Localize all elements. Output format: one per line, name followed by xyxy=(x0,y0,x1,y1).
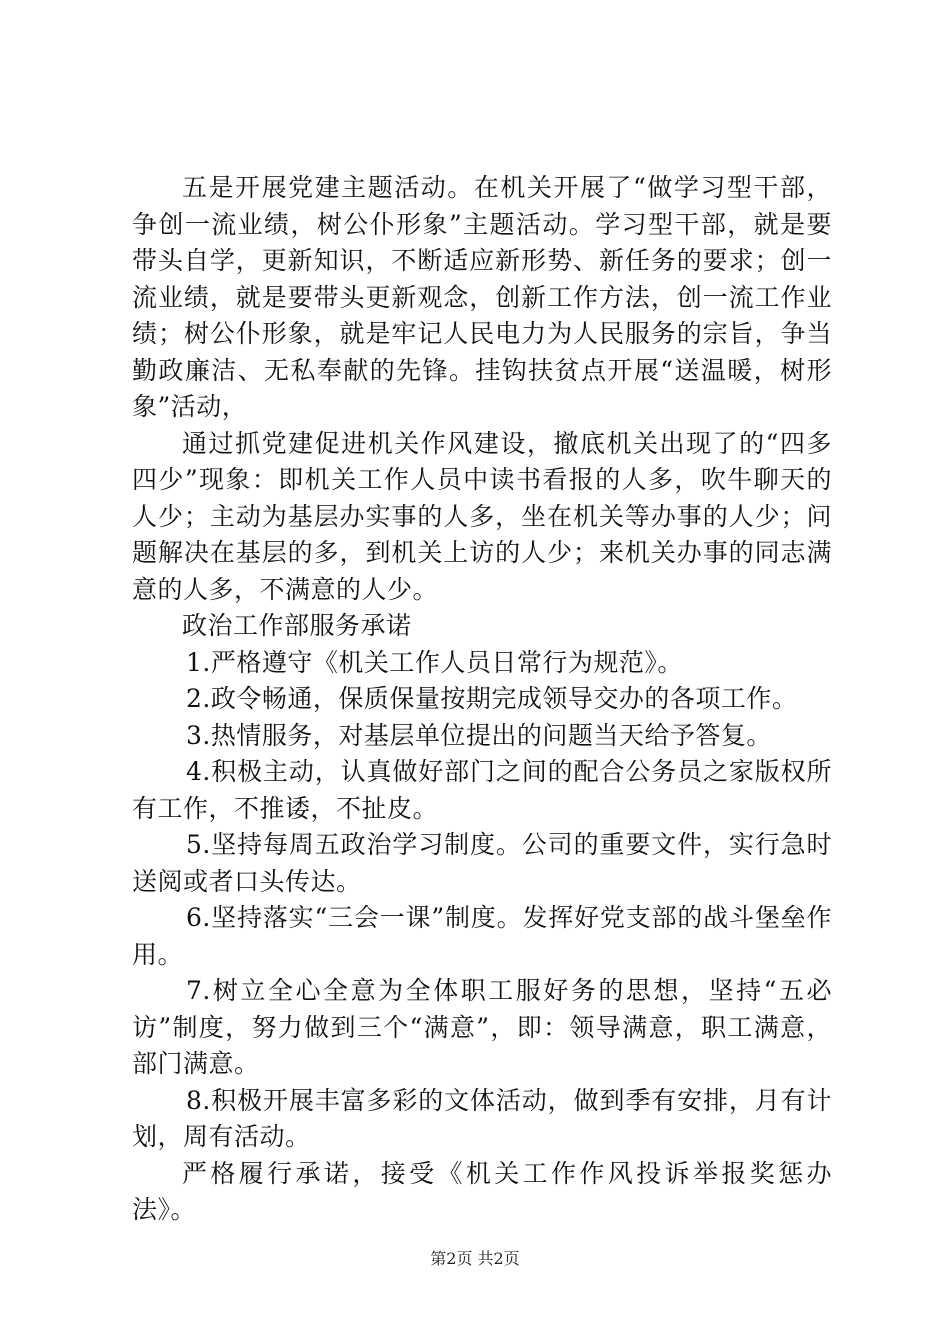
commitment-item-4: 4.积极主动，认真做好部门之间的配合公务员之家版权所有工作，不推诿，不扯皮。 xyxy=(132,757,832,823)
page-number-footer: 第2页 共2页 xyxy=(430,1249,520,1268)
paragraph-work-style: 通过抓党建促进机关作风建设，撤底机关出现了的“四多四少”现象：即机关工作人员中读书看报的人多，吹牛聊天的人少；主动为基层办实事的人多，坐在机关等办事的人少；问题解决在基层的多，到机关上访的人少；来机关办事的同志满意的人多，不满意的人少。 xyxy=(132,428,832,604)
commitment-item-3: 3.热情服务，对基层单位提出的问题当天给予答复。 xyxy=(186,720,772,750)
commitment-item-6: 6.坚持落实“三会一课”制度。发挥好党支部的战斗堡垒作用。 xyxy=(132,903,832,969)
document-body xyxy=(132,170,832,1229)
commitment-item-5: 5.坚持每周五政治学习制度。公司的重要文件，实行急时送阅或者口头传达。 xyxy=(132,830,832,896)
paragraph-party-activity: 五是开展党建主题活动。在机关开展了“做学习型干部，争创一流业绩，树公仆形象”主题活动。学习型干部，就是要带头自学，更新知识，不断适应新形势、新任务的要求；创一流业绩，就是要带头更新观念，创新工作方法，创一流工作业绩；树公仆形象，就是牢记人民电力为人民服务的宗旨，争当勤政廉洁、无私奉献的先锋。挂钩扶贫点开展“送温暖，树形象”活动， xyxy=(132,173,832,421)
section-title: 政治工作部服务承诺 xyxy=(182,611,412,640)
closing-statement: 严格履行承诺，接受《机关工作作风投诉举报奖惩办法》。 xyxy=(132,1158,832,1224)
commitment-item-8: 8.积极开展丰富多彩的文体活动，做到季有安排，月有计划，周有活动。 xyxy=(132,1085,832,1151)
commitment-item-7: 7.树立全心全意为全体职工服好务的思想，坚持“五必访”制度，努力做到三个“满意”，即：领导满意，职工满意，部门满意。 xyxy=(132,976,832,1078)
commitment-item-2: 2.政令畅通，保质保量按期完成领导交办的各项工作。 xyxy=(186,684,798,713)
commitment-item-1: 1.严格遵守《机关工作人员日常行为规范》。 xyxy=(186,647,683,677)
